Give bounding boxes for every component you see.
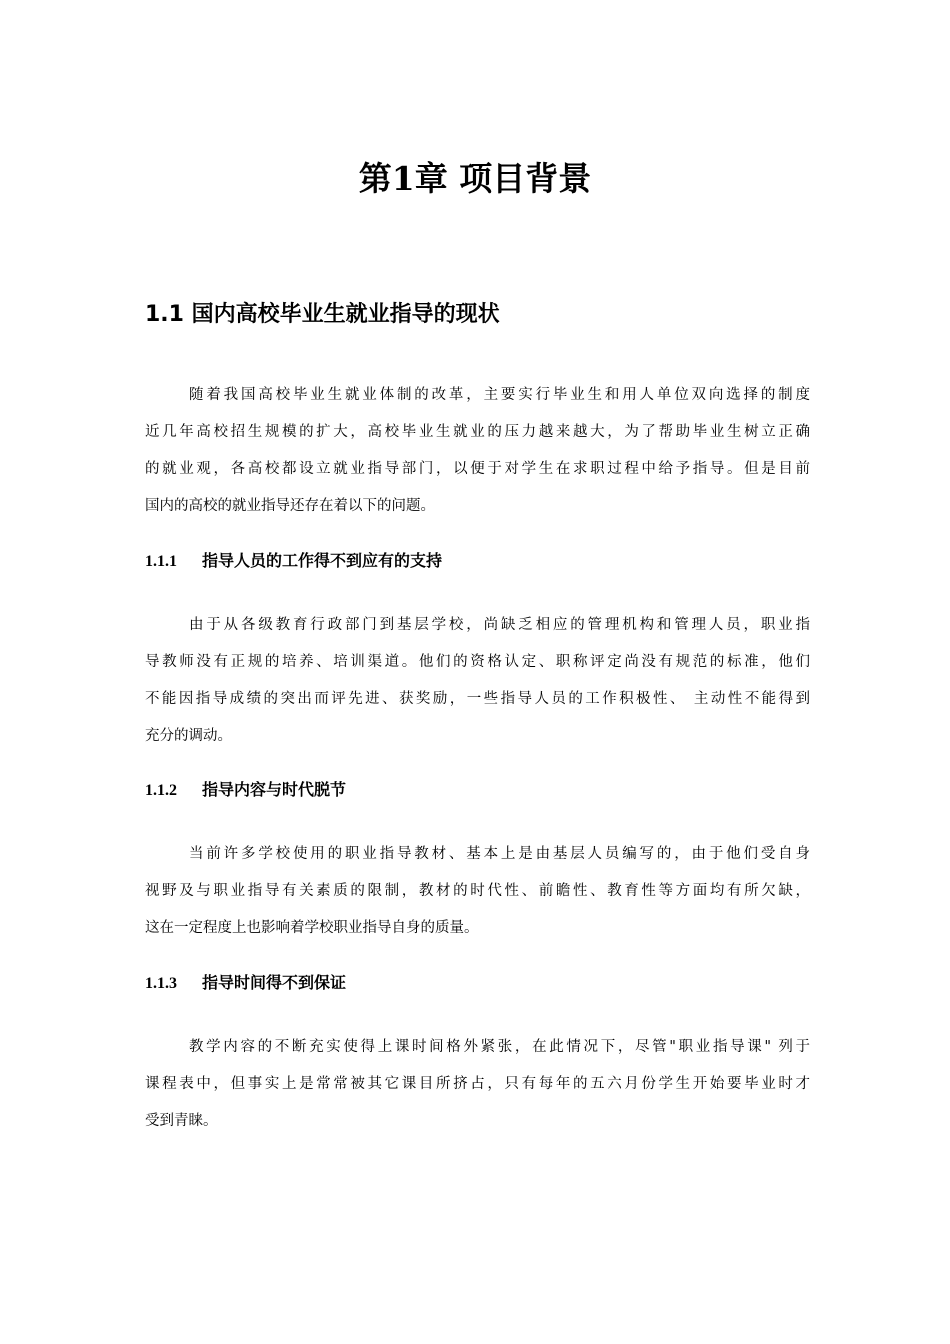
paragraph-line: 当前许多学校使用的职业指导教材、基本上是由基层人员编写的，由于他们受自身 (189, 846, 810, 862)
subsection-title: 指导时间得不到保证 (202, 973, 347, 992)
paragraph-line: 国内的高校的就业指导还存在着以下的问题。 (145, 498, 435, 514)
paragraph-line: 视野及与职业指导有关素质的限制，教材的时代性、前瞻性、教育性等方面均有所欠缺， (145, 883, 810, 899)
subsection-number: 1.1.1 (145, 553, 177, 570)
paragraph-line: 随着我国高校毕业生就业体制的改革，主要实行毕业生和用人单位双向选择的制度 (189, 387, 810, 403)
subsection-paragraph-1-1-1 (145, 607, 810, 755)
subsection-paragraph-1-1-3 (145, 1029, 810, 1140)
paragraph-line: 导教师没有正规的培养、培训渠道。他们的资格认定、职称评定尚没有规范的标准，他们 (145, 654, 810, 670)
subsection-number: 1.1.2 (145, 782, 177, 799)
paragraph-line: 的就业观，各高校都设立就业指导部门，以便于对学生在求职过程中给予指导。但是目前 (145, 461, 810, 477)
paragraph-line: 不能因指导成绩的突出而评先进、获奖励，一些指导人员的工作积极性、 主动性不能得到 (145, 691, 810, 707)
subsection-title: 指导人员的工作得不到应有的支持 (202, 551, 443, 570)
subsection-heading-1-1-1 (145, 547, 442, 576)
subsection-number: 1.1.3 (145, 975, 177, 992)
paragraph-line: 这在一定程度上也影响着学校职业指导自身的质量。 (145, 920, 479, 936)
paragraph-line: 课程表中，但事实上是常常被其它课目所挤占，只有每年的五六月份学生开始要毕业时才 (145, 1076, 810, 1092)
paragraph-line: 由于从各级教育行政部门到基层学校，尚缺乏相应的管理机构和管理人员，职业指 (189, 617, 810, 633)
subsection-paragraph-1-1-2 (145, 836, 810, 947)
subsection-heading-1-1-2 (145, 776, 346, 805)
paragraph-line: 充分的调动。 (145, 728, 232, 744)
paragraph-line: 教学内容的不断充实使得上课时间格外紧张，在此情况下，尽管"职业指导课" 列于 (189, 1039, 810, 1055)
section-title: 国内高校毕业生就业指导的现状 (191, 302, 500, 327)
subsection-title: 指导内容与时代脱节 (202, 780, 347, 799)
section-heading (145, 297, 500, 333)
paragraph-line: 近几年高校招生规模的扩大，高校毕业生就业的压力越来越大，为了帮助毕业生树立正确 (145, 424, 810, 440)
chapter-title: 第1章 项目背景 (358, 159, 592, 198)
section-number: 1.1 (145, 302, 184, 327)
subsection-heading-1-1-3 (145, 969, 346, 998)
section-intro-paragraph (145, 377, 810, 525)
paragraph-line: 受到青睐。 (145, 1113, 218, 1129)
